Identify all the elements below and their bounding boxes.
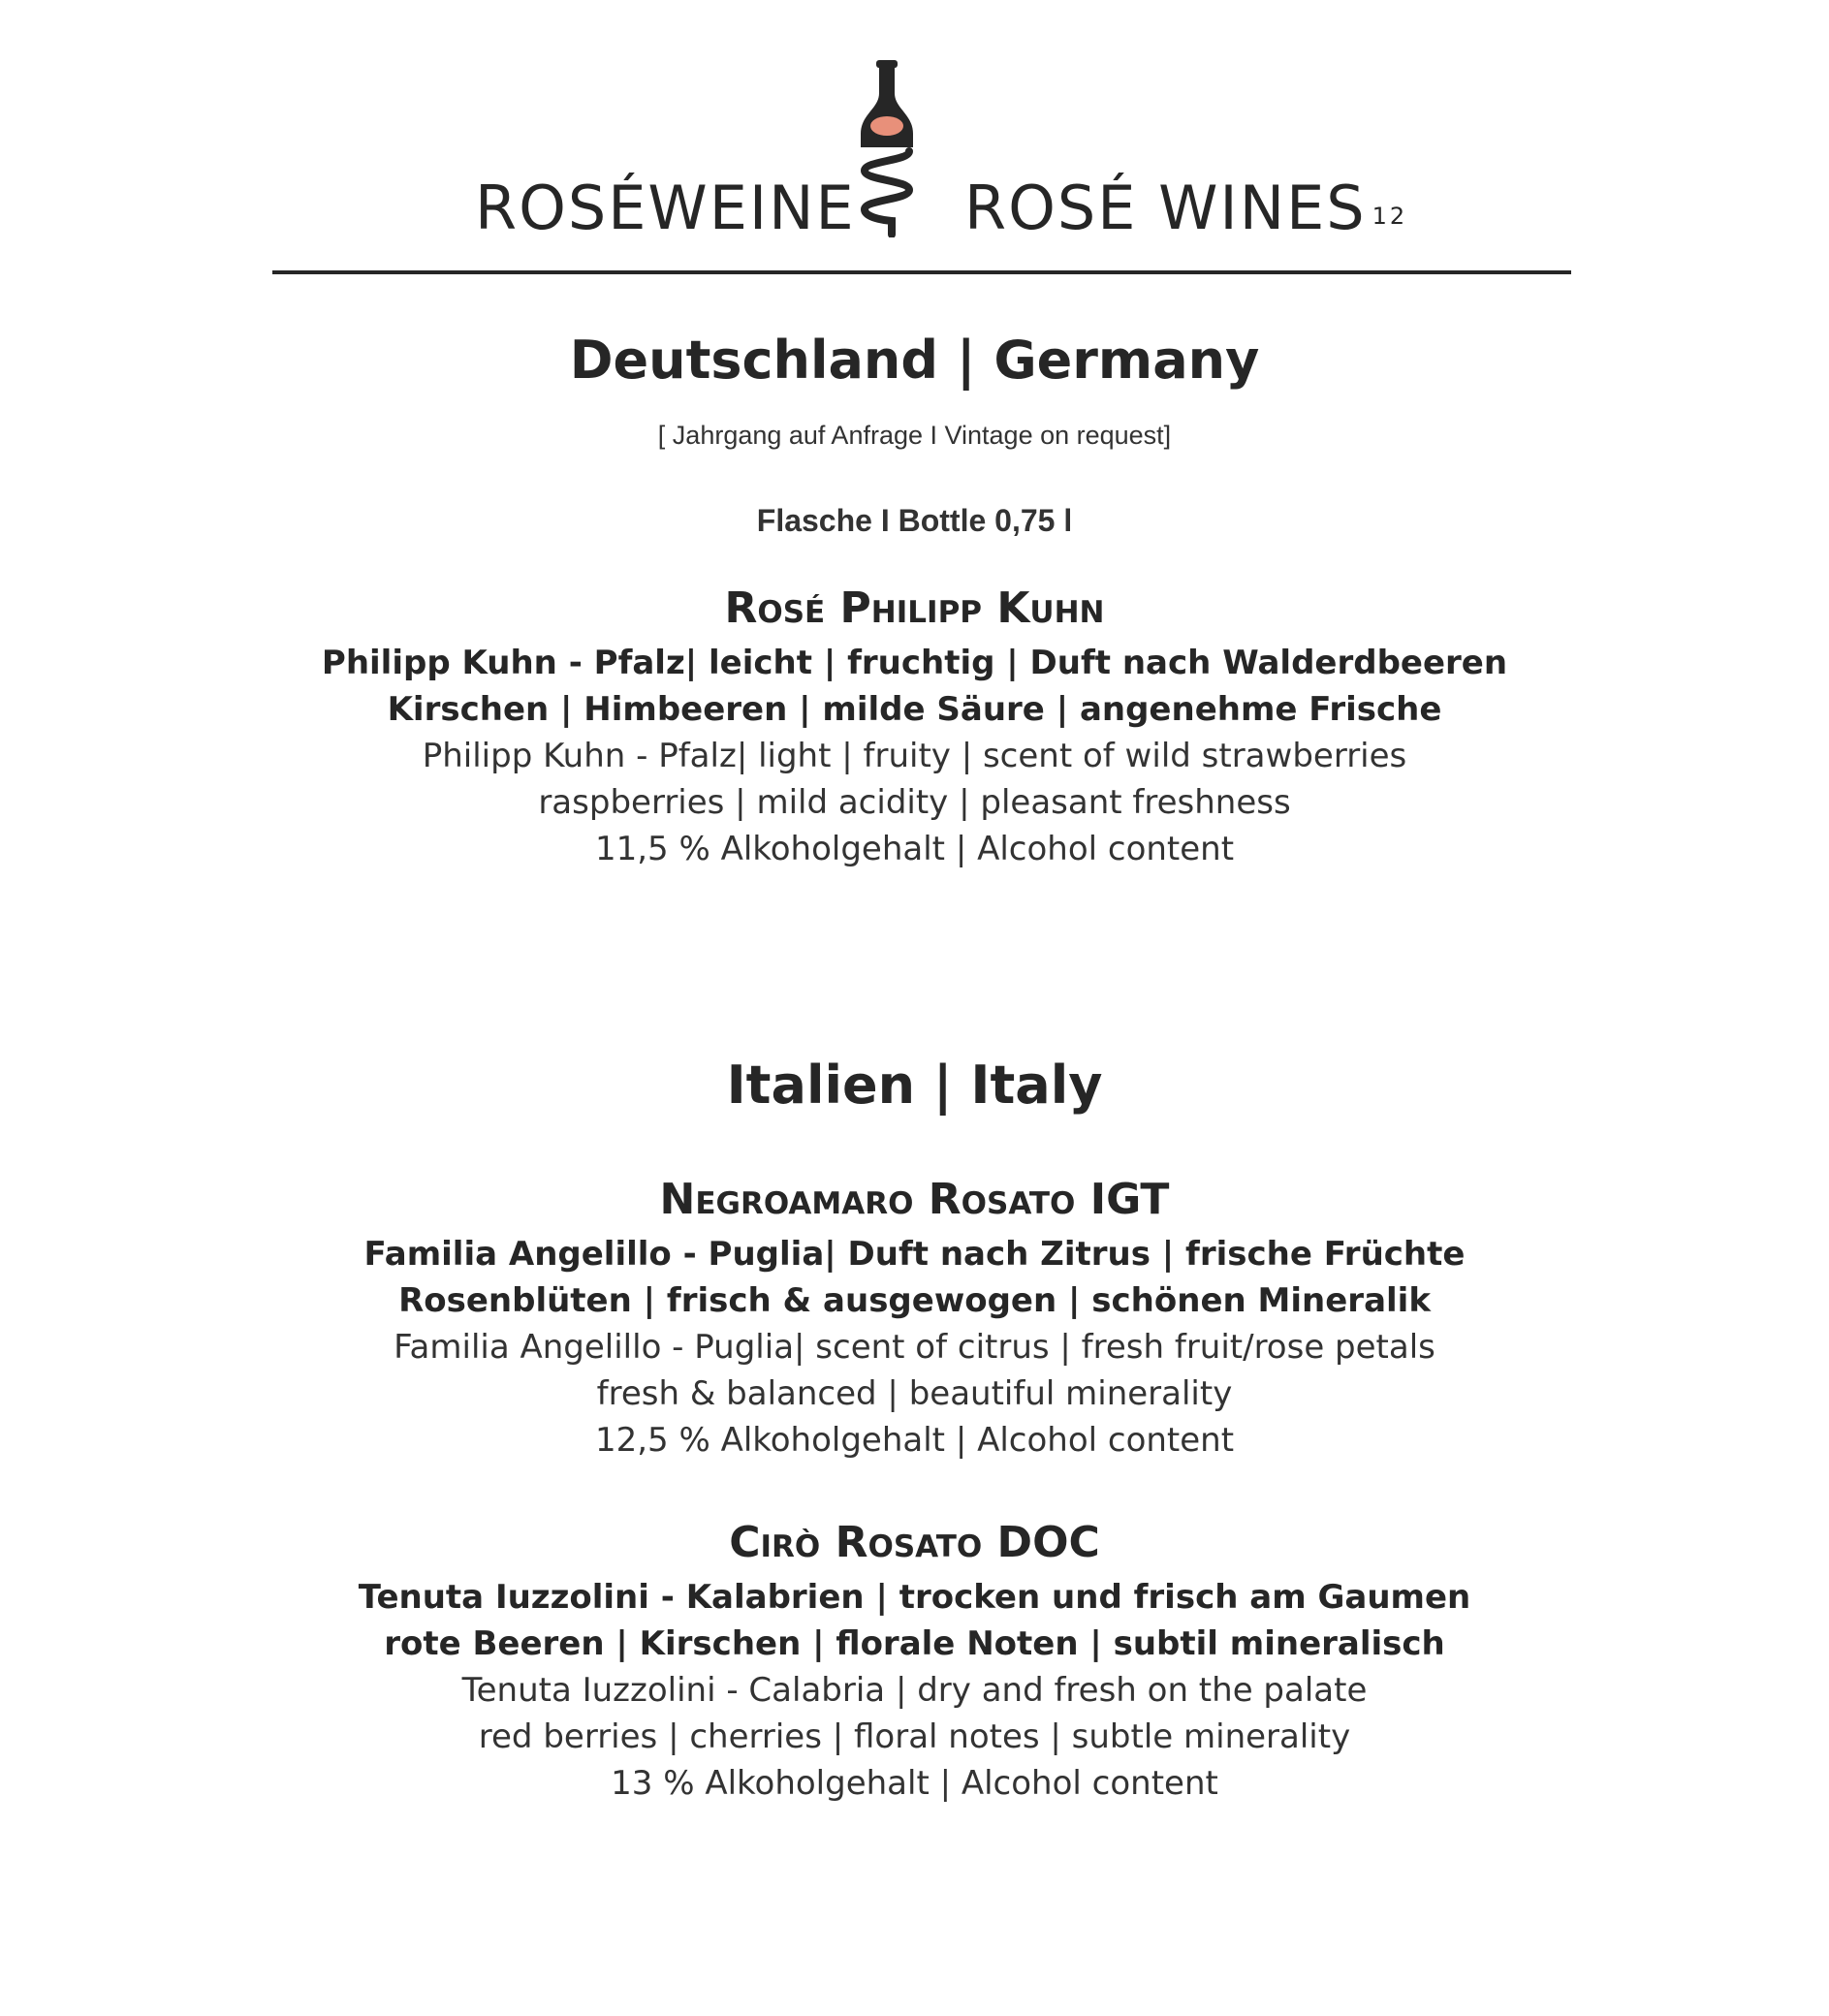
- page-number: 12: [1372, 203, 1408, 230]
- wine-entry-rose-philipp-kuhn: [0, 582, 1829, 872]
- wine-bottle-corkscrew-icon: [853, 58, 921, 237]
- wine-description-en-line: fresh & balanced | beautiful minerality: [596, 1374, 1233, 1413]
- wine-description-en-line: red berries | cherries | floral notes | subtle minerality: [478, 1717, 1351, 1756]
- wine-description-en-line: Familia Angelillo - Puglia| scent of citrus | fresh fruit/rose petals: [394, 1328, 1435, 1367]
- wine-description-en-line: Tenuta Iuzzolini - Calabria | dry and fresh on the palate: [461, 1671, 1368, 1710]
- wine-name: Cirò Rosato DOC: [729, 1518, 1100, 1567]
- wine-description-de-line: Familia Angelillo - Puglia| Duft nach Zitrus | frische Früchte: [363, 1235, 1466, 1274]
- wine-description-de-line: Rosenblüten | frisch & ausgewogen | schönen Mineralik: [398, 1281, 1431, 1320]
- menu-header: [0, 0, 1829, 281]
- wine-description-de-line: Philipp Kuhn - Pfalz| leicht | fruchtig | Duft nach Walderdbeeren: [321, 644, 1508, 682]
- wine-alcohol-content: 13 % Alkoholgehalt | Alcohol content: [611, 1764, 1218, 1803]
- header-divider: [272, 270, 1571, 274]
- vintage-note: [ Jahrgang auf Anfrage I Vintage on request]: [657, 421, 1172, 450]
- bottle-size-label: Flasche I Bottle 0,75 l: [756, 503, 1073, 538]
- title-german: ROSÉWEINE: [475, 173, 856, 243]
- wine-description-de-line: Kirschen | Himbeeren | milde Säure | angenehme Frische: [387, 690, 1442, 729]
- wine-alcohol-content: 11,5 % Alkoholgehalt | Alcohol content: [594, 830, 1235, 868]
- wine-description-en-line: raspberries | mild acidity | pleasant freshness: [538, 783, 1291, 822]
- wine-entry-ciro-rosato: [0, 1516, 1829, 1807]
- wine-entry-negroamaro-rosato: [0, 1173, 1829, 1464]
- title-english-text: ROSÉ WINES: [964, 173, 1367, 243]
- wine-description-de-line: rote Beeren | Kirschen | florale Noten | subtil mineralisch: [384, 1624, 1445, 1663]
- wine-description-de-line: Tenuta Iuzzolini - Kalabrien | trocken und frisch am Gaumen: [358, 1578, 1471, 1617]
- wine-name: Negroamaro Rosato IGT: [659, 1175, 1170, 1224]
- section-title-germany: Deutschland | Germany: [569, 330, 1260, 391]
- title-english: [964, 174, 1407, 242]
- wine-alcohol-content: 12,5 % Alkoholgehalt | Alcohol content: [594, 1421, 1235, 1460]
- section-title-italy: Italien | Italy: [726, 1055, 1103, 1116]
- wine-name: Rosé Philipp Kuhn: [724, 583, 1105, 633]
- wine-description-en-line: Philipp Kuhn - Pfalz| light | fruity | scent of wild strawberries: [422, 737, 1407, 775]
